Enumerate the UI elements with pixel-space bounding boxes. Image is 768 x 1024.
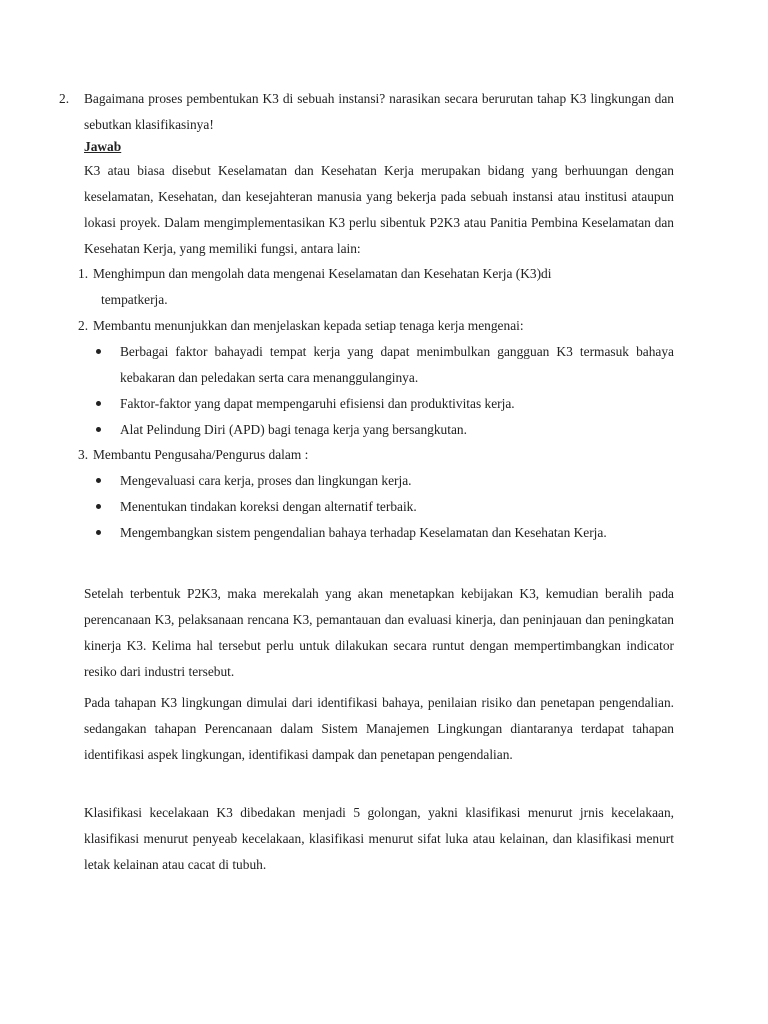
function-item-text: Membantu menunjukkan dan menjelaskan kepada setiap tenaga kerja mengenai: (93, 318, 524, 333)
answer-intro-paragraph: K3 atau biasa disebut Keselamatan dan Kesehatan Kerja merupakan bidang yang berhuungan dengan keselamatan, Kesehatan, dan kesejahteran manusia yang bekerja pada sebuah instansi atau institusi ataupun lokasi proyek. Dalam mengimplementasikan K3 perlu sibentuk P2K3 atau Panitia Pembina Keselamatan dan Kesehatan Kerja, yang memiliki fungsi, antara lain: (84, 163, 674, 256)
bullet-item (96, 520, 674, 546)
function-item-text-line1: Menghimpun dan mengolah data mengenai Keselamatan dan Kesehatan Kerja (K3)di (93, 266, 552, 281)
function-item-number: 3. (78, 447, 89, 462)
bullet-dot-icon (96, 427, 101, 432)
bullet-text: Mengevaluasi cara kerja, proses dan lingkungan kerja. (120, 473, 412, 488)
bullet-item (96, 494, 674, 520)
bullet-dot-icon (96, 401, 101, 406)
bullet-dot-icon (96, 349, 101, 354)
bullet-dot-icon (96, 504, 101, 509)
answer-paragraph-4: Klasifikasi kecelakaan K3 dibedakan menjadi 5 golongan, yakni klasifikasi menurut jrnis kecelakaan, klasifikasi menurut penyeab kecelakaan, klasifikasi menurut sifat luka atau kelainan, dan klasifikasi menurt letak kelainan atau cacat di tubuh. (84, 805, 674, 872)
function-item-text: Membantu Pengusaha/Pengurus dalam : (93, 447, 309, 462)
answer-paragraph-3: Pada tahapan K3 lingkungan dimulai dari identifikasi bahaya, penilaian risiko dan penetapan pengendalian. sedangakan tahapan Perencanaan dalam Sistem Manajemen Lingkungan diantaranya terdapat tahapan identifikasi aspek lingkungan, identifikasi dampak dan penetapan pengendalian. (84, 695, 674, 762)
function-item-3 (78, 442, 674, 468)
answer-paragraph-2: Setelah terbentuk P2K3, maka merekalah yang akan menetapkan kebijakan K3, kemudian beralih pada perencanaan K3, pelaksanaan rencana K3, pemantauan dan evaluasi kinerja, dan peninjauan dan peningkatan kinerja K3. Kelima hal tersebut perlu untuk dilakukan secara runtut dengan mempertimbangkan indicator resiko dari industri tersebut. (84, 586, 674, 679)
bullet-item (96, 339, 674, 391)
function-item-number: 2. (78, 318, 89, 333)
bullet-text: Mengembangkan sistem pengendalian bahaya terhadap Keselamatan dan Kesehatan Kerja. (120, 525, 607, 540)
answer-heading: Jawab (84, 139, 122, 154)
function-item-number: 1. (78, 266, 89, 281)
bullet-dot-icon (96, 478, 101, 483)
bullet-text: Alat Pelindung Diri (APD) bagi tenaga kerja yang bersangkutan. (120, 422, 467, 437)
bullet-item (96, 391, 674, 417)
bullet-text: Menentukan tindakan koreksi dengan alternatif terbaik. (120, 499, 417, 514)
function-item-2 (78, 313, 674, 339)
bullet-text: Berbagai faktor bahayadi tempat kerja yang dapat menimbulkan gangguan K3 termasuk bahaya kebakaran dan peledakan serta cara menanggulanginya. (120, 344, 674, 385)
bullet-item (96, 417, 674, 443)
bullet-item (96, 468, 674, 494)
question-number: 2. (59, 91, 70, 106)
bullet-dot-icon (96, 530, 101, 535)
function-item-text (93, 261, 674, 313)
function-item-text-line2: tempatkerja. (101, 292, 168, 307)
question-text: Bagaimana proses pembentukan K3 di sebuah instansi? narasikan secara berurutan tahap K3 lingkungan dan sebutkan klasifikasinya! (84, 91, 674, 132)
function-item-1 (78, 261, 674, 313)
bullet-text: Faktor-faktor yang dapat mempengaruhi efisiensi dan produktivitas kerja. (120, 396, 515, 411)
